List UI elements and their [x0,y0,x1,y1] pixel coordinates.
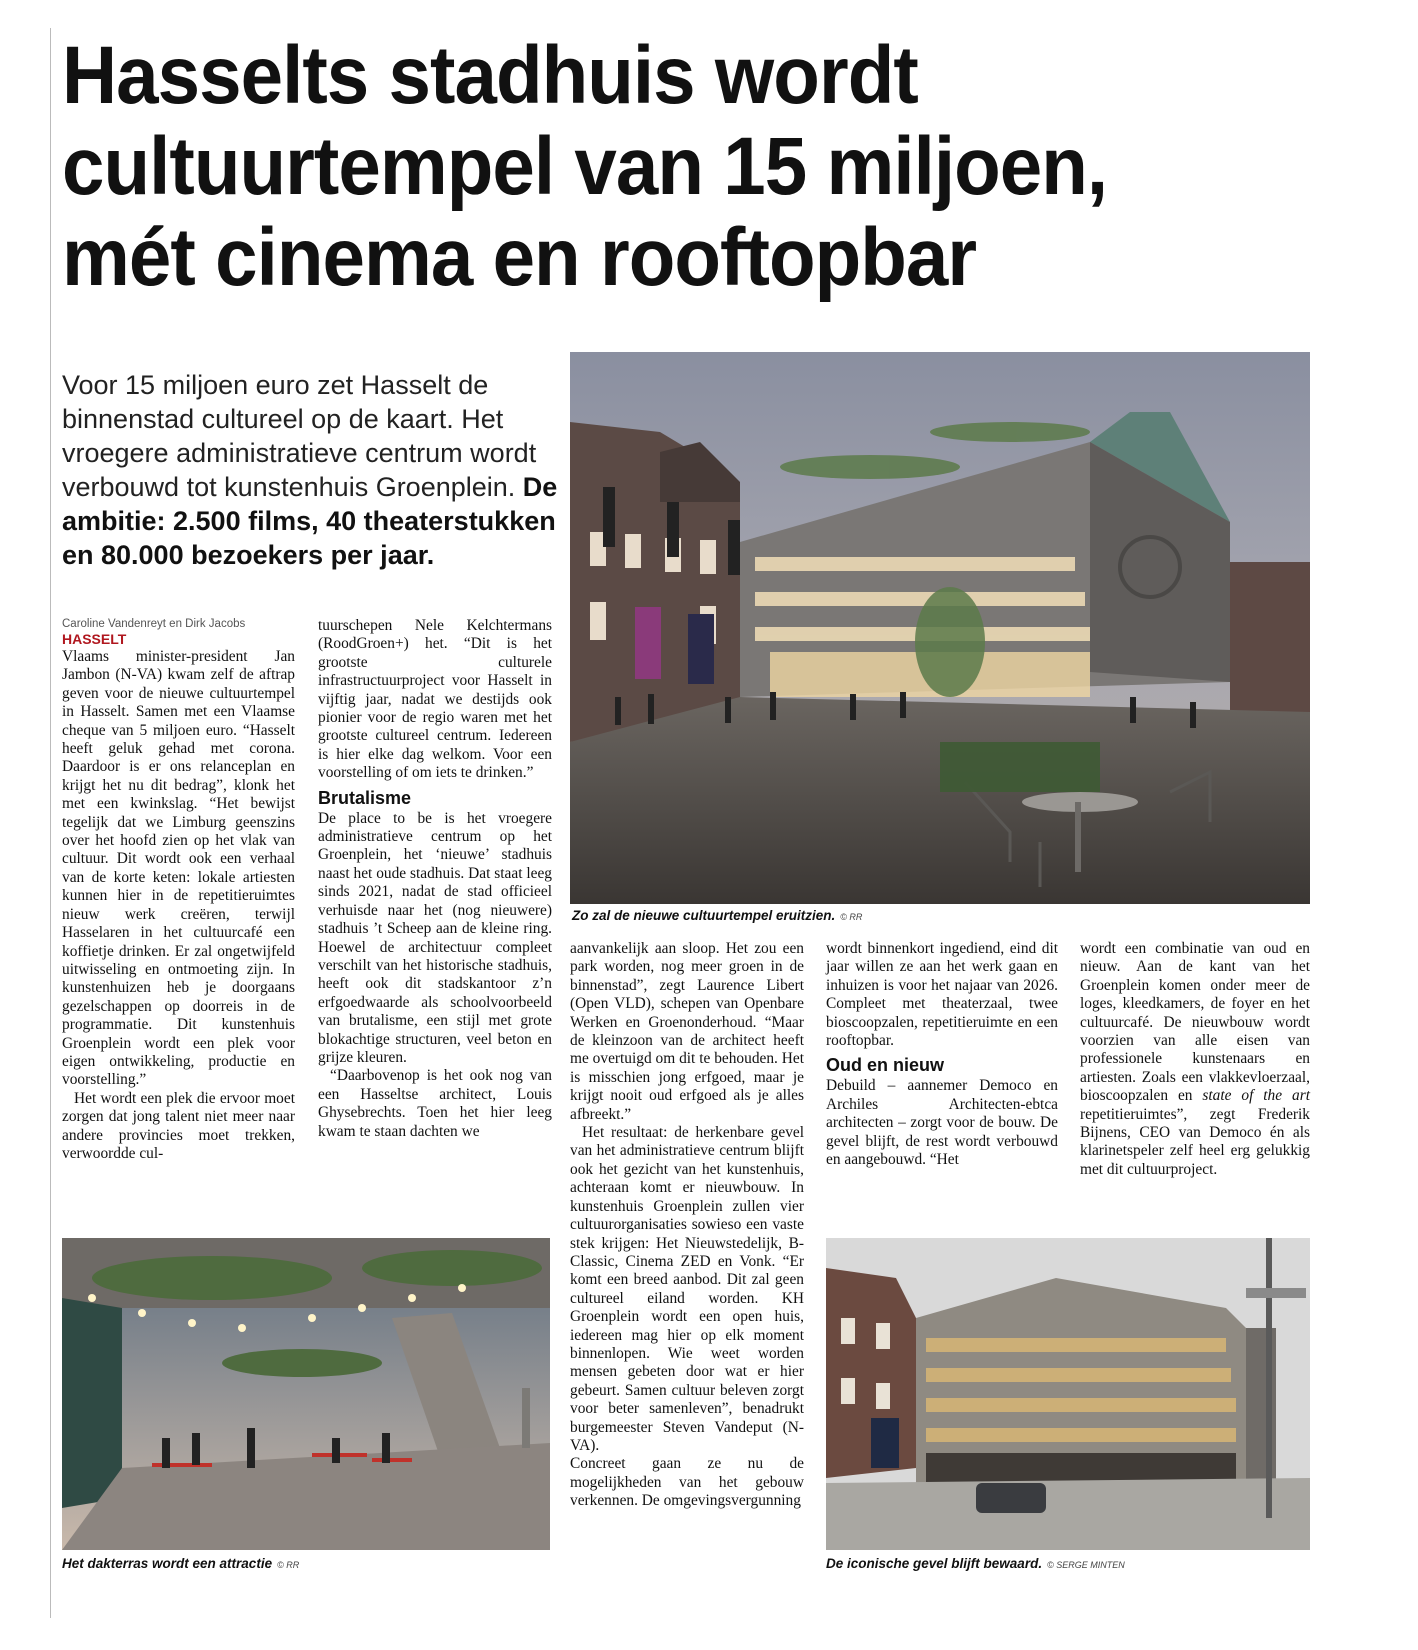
headline-line-3: mét cinema en rooftopbar [62,212,977,303]
facade-caption-text: De iconische gevel blijft bewaard. [826,1556,1043,1571]
lead-text: Voor 15 miljoen euro zet Hasselt de binnenstad cultureel op de kaart. Het vroegere administratieve centrum wordt verbouwd tot kunstenhuis Groenplein. [62,370,537,502]
col3-paragraph-3: Concreet gaan ze nu de mogelijkheden van het gebouw verkennen. De omgevingsvergunning [570,1455,804,1510]
terrace-caption-text: Het dakterras wordt een attractie [62,1556,273,1571]
col1-paragraph-2: Het wordt een plek die ervoor moet zorgen dat jong talent niet meer naar andere provincies moet trekken, verwoordde cul- [62,1089,295,1162]
left-margin-rule [50,28,51,1618]
main-caption-text: Zo zal de nieuwe cultuurtempel eruitzien. [572,908,836,923]
col4-paragraph-1: wordt binnenkort ingediend, eind dit jaar willen ze aan het werk gaan en inhuizen is voor het najaar van 2026. Compleet met theaterzaal, twee bioscoopzalen, repetitieruimte en een rooftopbar. [826,940,1058,1050]
col5-paragraph-1 [1080,940,1310,1179]
location-tag: HASSELT [62,631,127,647]
col2-paragraph-2: De place to be is het vroegere administratieve centrum op het Groenplein, het ‘nieuwe’ stadhuis naast het oude stadhuis. Dat staat leeg sinds 2021, nadat de stad officieel verhuisde naar het (nog nieuwere) stadhuis ’t Scheep aan de kleine ring. Hoewel de architectuur compleet verschilt van het historische stadhuis, heeft ook dit stadskantoor z’n erfgoedwaarde als schoolvoorbeeld van brutalisme, een stijl met grote blokachtige structuren, veel beton en grijze kleuren. [318,809,552,1066]
main-photo-rendering [570,352,1310,904]
col3-paragraph-1: aanvankelijk aan sloop. Het zou een park worden, nog meer groen in de binnenstad”, zegt Laurence Libert (Open VLD), schepen van Openbare Werken en Groenonderhoud. “Maar de kleinzoon van de architect heeft me overtuigd om dit te behouden. Het is misschien jong erfgoed, maar je krijgt nooit oud erfgoed als je alles afbreekt.” [570,940,804,1123]
column-1 [62,617,295,1163]
subhead-brutalisme: Brutalisme [318,787,412,808]
main-caption-credit: © RR [840,912,863,922]
terrace-caption-credit: © RR [277,1560,300,1570]
headline [62,30,1382,303]
column-3 [570,940,804,1511]
terrace-photo [62,1238,550,1550]
subhead-oud-en-nieuw: Oud en nieuw [826,1055,945,1076]
facade-photo-caption [826,1556,1125,1571]
col2-paragraph-3: “Daarbovenop is het ook nog van een Hasseltse architect, Louis Ghysebrechts. Toen het hier leeg kwam te staan dachten we [318,1067,552,1140]
col5-text-b: repetitieruimtes”, zegt Frederik Bijnens, CEO van Democo én als klarinetspeler zelf heel erg gelukkig met dit cultuurproject. [1080,1105,1310,1178]
col1-paragraph-1: Vlaams minister-president Jan Jambon (N-VA) kwam zelf de aftrap geven voor de nieuwe cultuurtempel in Hasselt. Samen met een Vlaamse cheque van 5 miljoen euro. “Hasselt heeft geluk gehad met corona. Daardoor is er ons relanceplan en krijgt het nu dit bedrag”, klonk het met een kwinkslag. “Het bewijst tegelijk dat we Limburg geenszins over het hoofd zien op het vlak van cultuur. Dit wordt ook een verhaal van de korte keten: lokale artiesten kunnen hier in de repetitieruimtes nieuw werk creëren, terwijl Hasselaren in het cultuurcafé een koffietje drinken. Er zal ongetwijfeld uitwisseling en ontmoeting zijn. In kunstenhuizen heb je doorgaans gezelschappen op doorreis in de programmatie. Dit kunstenhuis Groenplein wordt een plek voor eigen ontwikkeling, productie en voorstelling.” [62,648,295,1089]
column-4 [826,940,1058,1169]
col5-text-italic: state of the art [1202,1087,1310,1105]
byline: Caroline Vandenreyt en Dirk Jacobs [62,618,246,630]
column-5 [1080,940,1310,1179]
main-photo-caption [572,908,862,923]
lead-bold: De ambitie: 2.500 films, 40 theaterstukken en 80.000 bezoekers per jaar. [62,472,558,570]
column-2 [318,617,552,1141]
facade-caption-credit: © SERGE MINTEN [1047,1560,1125,1570]
headline-line-2: cultuurtempel van 15 miljoen, [62,121,1108,212]
col3-paragraph-2: Het resultaat: de herkenbare gevel van het administratieve centrum blijft ook het gezicht van het kunstenhuis, achteraan komt er nieuwbouw. In kunstenhuis Groenplein zullen vier cultuurorganisaties sowieso een vaste stek krijgen: Het Nieuwstedelijk, B-Classic, Cinema ZED en Vonk. “Er komt een breed aanbod. Dit zal geen cultureel eiland worden. KH Groenplein wordt een open huis, iedereen mag hier op elk moment binnenlopen. Wie weet worden mensen gebeten door wat er hier gebeurt. Samen cultuur beleven zorgt voor beter samenleven”, benadrukt burgemeester Steven Vandeput (N-VA). [570,1124,804,1454]
terrace-photo-caption [62,1556,299,1571]
facade-photo [826,1238,1310,1550]
col4-paragraph-2: Debuild – aannemer Democo en Archiles Architecten-ebtca architecten – zorgt voor de bouw. De gevel blijft, de rest wordt verbouwd en aangebouwd. “Het [826,1077,1058,1169]
lead-paragraph [62,368,582,572]
headline-line-1: Hasselts stadhuis wordt [62,30,918,121]
col5-text-a: wordt een combinatie van oud en nieuw. Aan de kant van het Groenplein komen onder meer de loges, kleedkamers, de foyer en het cultuurcafé. De nieuwbouw wordt voorzien van alle eisen van professionele kunstenaars en artiesten. Zoals een vlakkevloerzaal, bioscoopzalen en [1080,940,1310,1105]
col2-paragraph-1: tuurschepen Nele Kelchtermans (RoodGroen+) het. “Dit is het grootste culturele infrastructuurproject voor Hasselt in vijftig jaar, nadat we destijds ook pionier voor de regio waren met het grootste cultureel centrum. Iedereen is hier elke dag welkom. Voor een voorstelling of om iets te drinken.” [318,617,552,782]
